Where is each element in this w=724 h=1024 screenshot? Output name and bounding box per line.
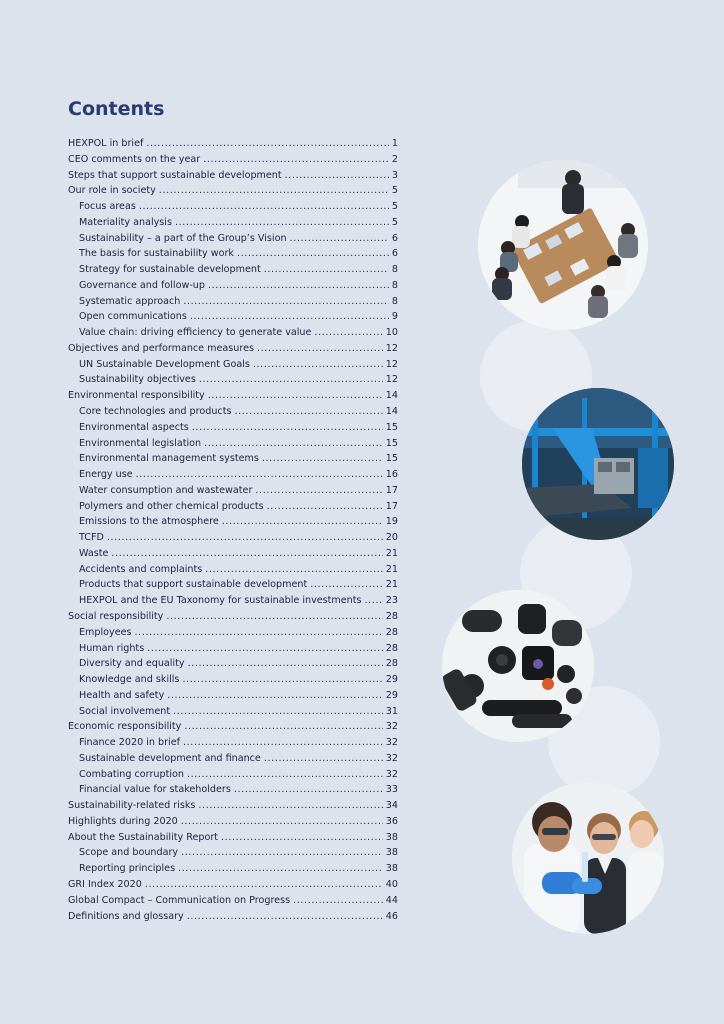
toc-entry[interactable] <box>68 719 398 735</box>
toc-entry-page: 16 <box>385 469 398 481</box>
toc-entry-page: 31 <box>385 705 398 717</box>
toc-entry[interactable] <box>68 593 398 609</box>
toc-entry[interactable] <box>68 325 398 341</box>
toc-leader-dots <box>190 309 389 325</box>
toc-entry-page: 9 <box>391 311 398 323</box>
toc-entry-label: Core technologies and products <box>79 406 232 418</box>
toc-entry[interactable] <box>68 814 398 830</box>
toc-leader-dots <box>181 814 383 830</box>
toc-entry-label: Water consumption and wastewater <box>79 484 253 496</box>
toc-entry-page: 5 <box>391 201 398 213</box>
toc-entry-label: Scope and boundary <box>79 847 179 859</box>
toc-entry-label: Finance 2020 in brief <box>79 737 180 749</box>
toc-leader-dots <box>310 577 383 593</box>
toc-leader-dots <box>198 798 382 814</box>
toc-entry-label: Sustainability-related risks <box>68 800 196 812</box>
toc-entry[interactable] <box>68 893 398 909</box>
toc-entry[interactable] <box>68 136 398 152</box>
toc-entry-label: The basis for sustainability work <box>79 248 234 260</box>
toc-leader-dots <box>222 514 383 530</box>
toc-entry[interactable] <box>68 798 398 814</box>
toc-entry-label: Human rights <box>79 642 145 654</box>
toc-entry[interactable] <box>68 372 398 388</box>
toc-entry-page: 12 <box>385 374 398 386</box>
toc-leader-dots <box>182 672 382 688</box>
toc-entry-page: 1 <box>391 138 398 149</box>
toc-leader-dots <box>257 341 383 357</box>
toc-entry[interactable] <box>68 909 398 925</box>
toc-entry[interactable] <box>68 767 398 783</box>
toc-entry[interactable] <box>68 278 398 294</box>
toc-leader-dots <box>237 246 389 262</box>
toc-entry-page: 8 <box>391 264 398 276</box>
toc-entry-page: 15 <box>385 421 398 433</box>
toc-entry[interactable] <box>68 420 398 436</box>
toc-entry-page: 15 <box>385 437 398 449</box>
toc-entry-label: Energy use <box>79 469 133 481</box>
toc-entry[interactable] <box>68 152 398 168</box>
toc-entry[interactable] <box>68 751 398 767</box>
toc-leader-dots <box>290 231 389 247</box>
toc-entry-page: 5 <box>391 216 398 228</box>
toc-entry-label: Economic responsibility <box>68 721 182 733</box>
toc-entry-label: Value chain: driving efficiency to generate value <box>79 327 312 339</box>
toc-entry[interactable] <box>68 704 398 720</box>
toc-entry-page: 21 <box>385 563 398 575</box>
toc-leader-dots <box>147 641 383 657</box>
toc-entry-label: Focus areas <box>79 201 136 213</box>
toc-entry[interactable] <box>68 782 398 798</box>
toc-entry-page: 29 <box>385 674 398 686</box>
toc-leader-dots <box>255 483 382 499</box>
toc-entry-page: 28 <box>385 658 398 670</box>
toc-entry-page: 34 <box>385 800 398 812</box>
toc-entry-label: Environmental aspects <box>79 421 189 433</box>
toc-entry[interactable] <box>68 577 398 593</box>
toc-entry-page: 10 <box>385 327 398 339</box>
toc-leader-dots <box>208 278 389 294</box>
toc-entry[interactable] <box>68 309 398 325</box>
toc-entry-label: Governance and follow-up <box>79 279 205 291</box>
toc-entry[interactable] <box>68 830 398 846</box>
toc-leader-dots <box>285 168 389 184</box>
toc-leader-dots <box>221 830 383 846</box>
toc-leader-dots <box>183 735 383 751</box>
toc-entry-page: 17 <box>385 484 398 496</box>
toc-entry-label: Environmental legislation <box>79 437 202 449</box>
toc-entry-label: Highlights during 2020 <box>68 815 178 827</box>
toc-leader-dots <box>262 451 383 467</box>
toc-entry[interactable] <box>68 357 398 373</box>
toc-entry-label: UN Sustainable Development Goals <box>79 358 250 370</box>
toc-entry-page: 44 <box>385 894 398 906</box>
toc-entry-page: 19 <box>385 516 398 528</box>
toc-entry[interactable] <box>68 467 398 483</box>
toc-entry[interactable] <box>68 499 398 515</box>
toc-entry-page: 40 <box>385 878 398 890</box>
toc-entry-label: Objectives and performance measures <box>68 342 254 354</box>
toc-entry-label: Environmental management systems <box>79 453 259 465</box>
toc-leader-dots <box>267 499 383 515</box>
toc-leader-dots <box>293 893 383 909</box>
toc-entry[interactable] <box>68 546 398 562</box>
toc-leader-dots <box>187 767 383 783</box>
toc-leader-dots <box>264 262 389 278</box>
toc-entry-label: Our role in society <box>68 185 156 197</box>
toc-leader-dots <box>187 909 383 925</box>
toc-entry[interactable] <box>68 625 398 641</box>
toc-leader-dots <box>181 845 383 861</box>
toc-entry-page: 15 <box>385 453 398 465</box>
toc-entry[interactable] <box>68 688 398 704</box>
toc-entry[interactable] <box>68 262 398 278</box>
toc-entry[interactable] <box>68 861 398 877</box>
toc-entry-label: Polymers and other chemical products <box>79 500 264 512</box>
toc-entry-page: 28 <box>385 642 398 654</box>
toc-entry-page: 32 <box>385 768 398 780</box>
toc-entry-page: 36 <box>385 815 398 827</box>
toc-entry[interactable] <box>68 168 398 184</box>
toc-leader-dots <box>314 325 382 341</box>
toc-entry-label: Strategy for sustainable development <box>79 264 261 276</box>
toc-entry-page: 12 <box>385 342 398 354</box>
toc-leader-dots <box>234 404 382 420</box>
toc-leader-dots <box>365 593 383 609</box>
toc-entry[interactable] <box>68 609 398 625</box>
toc-entry[interactable] <box>68 514 398 530</box>
toc-leader-dots <box>135 625 383 641</box>
toc-entry-label: Knowledge and skills <box>79 674 180 686</box>
toc-entry-page: 32 <box>385 721 398 733</box>
toc-leader-dots <box>203 152 389 168</box>
factory-photo <box>522 388 674 540</box>
toc-entry[interactable] <box>68 656 398 672</box>
toc-entry[interactable] <box>68 735 398 751</box>
toc-entry-page: 17 <box>385 500 398 512</box>
toc-entry-page: 2 <box>391 153 398 165</box>
toc-entry-label: Accidents and complaints <box>79 563 203 575</box>
toc-leader-dots <box>166 609 382 625</box>
toc-entry-page: 23 <box>385 595 398 607</box>
toc-entry[interactable] <box>68 199 398 215</box>
toc-entry-label: Health and safety <box>79 689 165 701</box>
toc-entry-label: Products that support sustainable development <box>79 579 308 591</box>
toc-leader-dots <box>178 861 383 877</box>
toc-entry-page: 29 <box>385 689 398 701</box>
toc-leader-dots <box>173 704 383 720</box>
toc-entry[interactable] <box>68 215 398 231</box>
toc-leader-dots <box>192 420 383 436</box>
toc-entry-page: 38 <box>385 831 398 843</box>
toc-leader-dots <box>188 656 383 672</box>
toc-entry-page: 32 <box>385 752 398 764</box>
toc-entry-label: Definitions and glossary <box>68 910 184 922</box>
toc-leader-dots <box>167 688 383 704</box>
toc-entry-label: Sustainable development and finance <box>79 752 261 764</box>
toc-entry-label: Employees <box>79 626 132 638</box>
toc-entry-label: HEXPOL in brief <box>68 138 144 149</box>
toc-entry[interactable] <box>68 672 398 688</box>
toc-entry-page: 12 <box>385 358 398 370</box>
toc-entry-label: Reporting principles <box>79 863 176 875</box>
toc-entry[interactable] <box>68 483 398 499</box>
toc-entry-page: 5 <box>391 185 398 197</box>
toc-entry-page: 28 <box>385 626 398 638</box>
toc-entry-page: 8 <box>391 279 398 291</box>
toc-entry-page: 14 <box>385 390 398 402</box>
toc-entry-page: 38 <box>385 863 398 875</box>
toc-entry-page: 8 <box>391 295 398 307</box>
toc-leader-dots <box>264 751 383 767</box>
toc-entry[interactable] <box>68 451 398 467</box>
toc-leader-dots <box>253 357 383 373</box>
toc-leader-dots <box>234 782 383 798</box>
toc-leader-dots <box>107 530 383 546</box>
toc-leader-dots <box>183 294 389 310</box>
toc-entry[interactable] <box>68 294 398 310</box>
toc-entry-label: Environmental responsibility <box>68 390 205 402</box>
toc-entry-label: TCFD <box>79 532 104 544</box>
toc-entry[interactable] <box>68 341 398 357</box>
toc-entry-page: 21 <box>385 579 398 591</box>
toc-entry-page: 33 <box>385 784 398 796</box>
meeting-photo <box>478 160 648 330</box>
toc-entry-label: Systematic approach <box>79 295 181 307</box>
toc-leader-dots <box>204 436 383 452</box>
toc-entry-label: Combating corruption <box>79 768 184 780</box>
toc-entry-label: Sustainability objectives <box>79 374 196 386</box>
toc-entry-label: CEO comments on the year <box>68 153 201 165</box>
toc-leader-dots <box>199 372 383 388</box>
toc-leader-dots <box>175 215 389 231</box>
toc-leader-dots <box>136 467 383 483</box>
toc-entry-page: 6 <box>391 232 398 244</box>
page-title: Contents <box>68 98 165 120</box>
toc-leader-dots <box>184 719 382 735</box>
toc-leader-dots <box>205 562 383 578</box>
toc-entry-label: GRI Index 2020 <box>68 878 142 890</box>
toc-entry[interactable] <box>68 246 398 262</box>
toc-entry-page: 46 <box>385 910 398 922</box>
toc-entry-label: HEXPOL and the EU Taxonomy for sustainable investments <box>79 595 362 607</box>
toc-entry-page: 21 <box>385 547 398 559</box>
toc-leader-dots <box>111 546 382 562</box>
toc-entry-label: Social involvement <box>79 705 171 717</box>
table-of-contents <box>68 136 398 924</box>
toc-leader-dots <box>159 183 389 199</box>
toc-entry[interactable] <box>68 404 398 420</box>
toc-entry-page: 6 <box>391 248 398 260</box>
toc-entry[interactable] <box>68 877 398 893</box>
toc-entry-page: 20 <box>385 532 398 544</box>
toc-entry[interactable] <box>68 231 398 247</box>
toc-entry[interactable] <box>68 845 398 861</box>
toc-entry[interactable] <box>68 183 398 199</box>
toc-entry-label: Open communications <box>79 311 187 323</box>
toc-entry-page: 3 <box>391 169 398 181</box>
toc-entry-page: 14 <box>385 406 398 418</box>
toc-entry-label: Social responsibility <box>68 610 164 622</box>
toc-entry[interactable] <box>68 436 398 452</box>
laboratory-photo <box>512 782 664 934</box>
toc-entry-page: 38 <box>385 847 398 859</box>
toc-entry-label: About the Sustainability Report <box>68 831 219 843</box>
toc-entry[interactable] <box>68 641 398 657</box>
toc-leader-dots <box>208 388 383 404</box>
toc-entry-label: Steps that support sustainable development <box>68 169 282 181</box>
toc-entry-label: Emissions to the atmosphere <box>79 516 219 528</box>
toc-leader-dots <box>146 136 389 152</box>
toc-entry[interactable] <box>68 388 398 404</box>
toc-entry-page: 28 <box>385 610 398 622</box>
toc-entry-label: Waste <box>79 547 109 559</box>
toc-entry-label: Financial value for stakeholders <box>79 784 231 796</box>
toc-leader-dots <box>145 877 383 893</box>
rubber-parts-photo <box>442 590 594 742</box>
toc-entry-label: Global Compact – Communication on Progress <box>68 894 291 906</box>
toc-entry[interactable] <box>68 530 398 546</box>
toc-entry-label: Materiality analysis <box>79 216 172 228</box>
toc-leader-dots <box>139 199 389 215</box>
toc-entry-label: Sustainability – a part of the Group’s Vision <box>79 232 287 244</box>
toc-entry[interactable] <box>68 562 398 578</box>
toc-entry-label: Diversity and equality <box>79 658 185 670</box>
toc-entry-page: 32 <box>385 737 398 749</box>
